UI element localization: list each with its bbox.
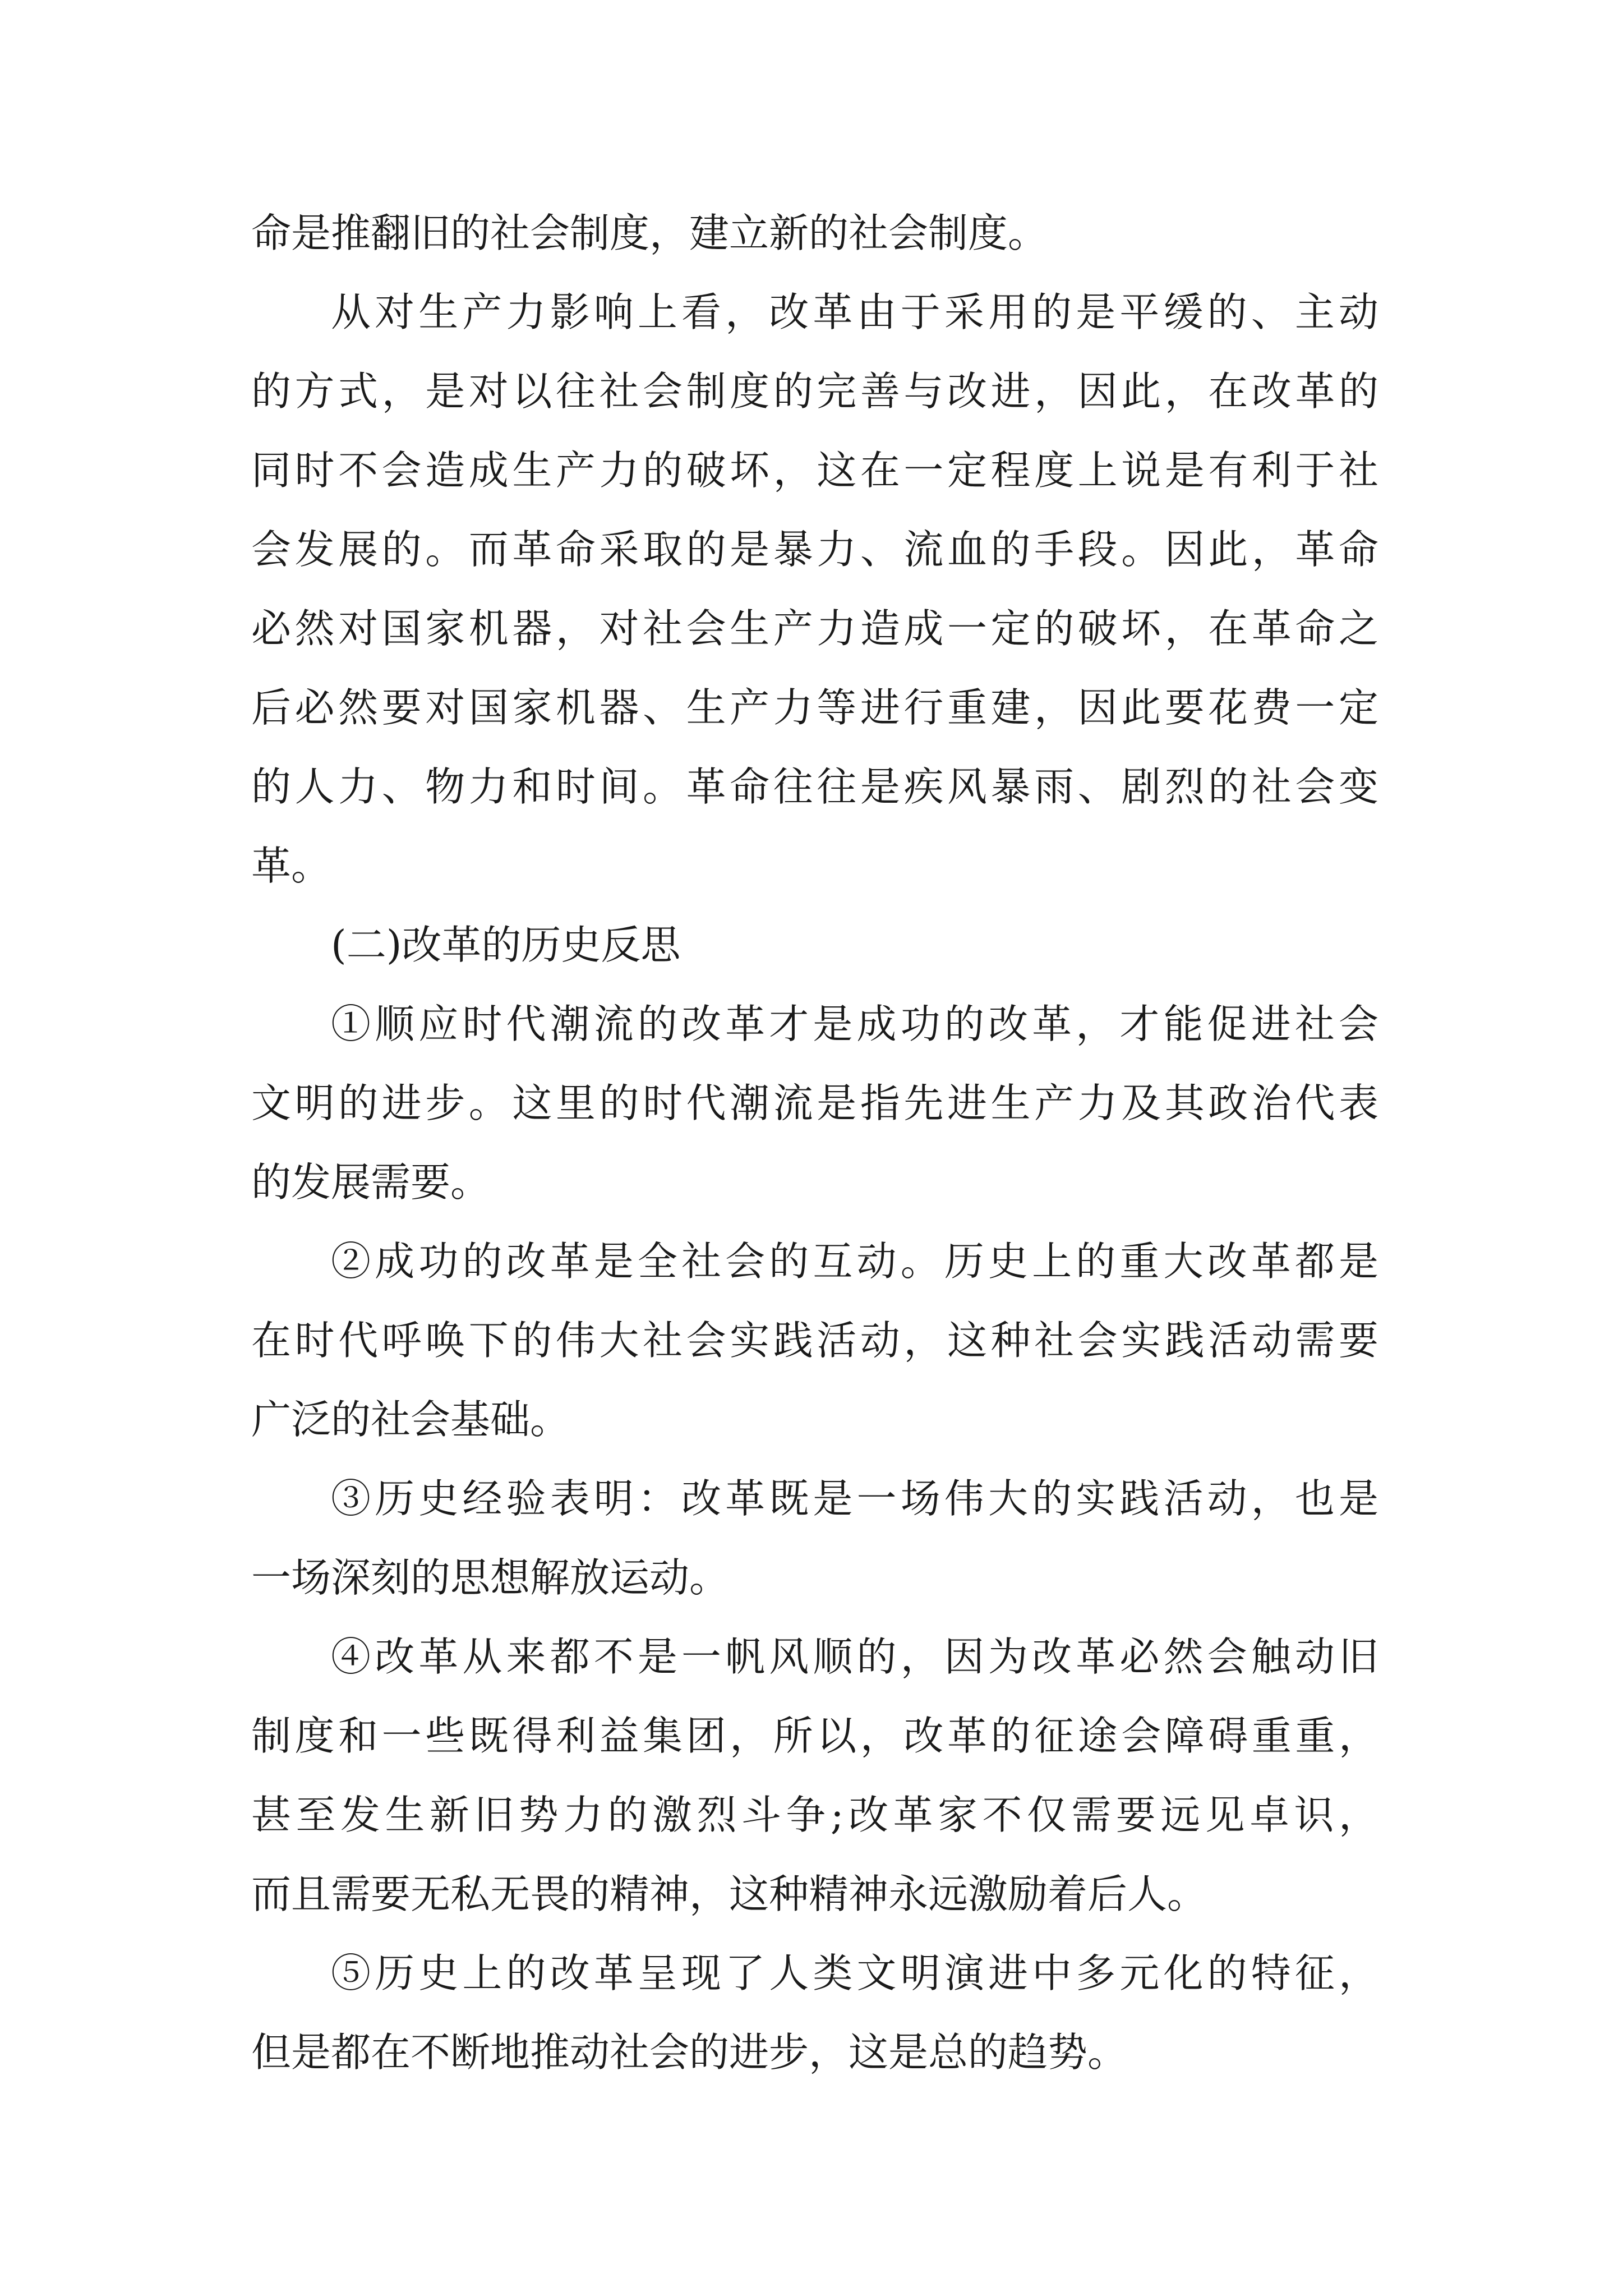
text-line: ⑤历史上的改革呈现了人类文明演进中多元化的特征， [331, 1950, 1378, 1996]
text-line: 在时代呼唤下的伟大社会实践活动，这种社会实践活动需要 [251, 1317, 1378, 1364]
text-line: 的方式，是对以往社会制度的完善与改进，因此，在改革的 [251, 368, 1378, 415]
text-line: 革。 [251, 843, 331, 889]
text-line: 同时不会造成生产力的破坏，这在一定程度上说是有利于社 [251, 447, 1378, 494]
body-text [251, 194, 1378, 2092]
text-line: 一场深刻的思想解放运动。 [251, 1554, 730, 1601]
text-line: 的发展需要。 [251, 1159, 491, 1205]
text-line: 制度和一些既得利益集团，所以，改革的征途会障碍重重， [251, 1713, 1378, 1759]
text-line: ②成功的改革是全社会的互动。历史上的重大改革都是 [331, 1238, 1378, 1285]
text-line: 但是都在不断地推动社会的进步，这是总的趋势。 [251, 2029, 1128, 2076]
text-line: ③历史经验表明：改革既是一场伟大的实践活动，也是 [331, 1475, 1378, 1522]
text-line: 广泛的社会基础。 [251, 1396, 570, 1443]
text-line: 的人力、物力和时间。革命往往是疾风暴雨、剧烈的社会变 [251, 763, 1378, 810]
text-line: 命是推翻旧的社会制度，建立新的社会制度。 [251, 210, 1048, 256]
text-line: 文明的进步。这里的时代潮流是指先进生产力及其政治代表 [251, 1080, 1378, 1126]
text-line: 而且需要无私无畏的精神，这种精神永远激励着后人。 [251, 1871, 1207, 1917]
text-line: 甚至发生新旧势力的激烈斗争;改革家不仅需要远见卓识， [251, 1792, 1378, 1838]
text-line: 必然对国家机器，对社会生产力造成一定的破坏，在革命之 [251, 605, 1378, 652]
text-line: 从对生产力影响上看，改革由于采用的是平缓的、主动 [331, 289, 1378, 335]
text-line: 会发展的。而革命采取的是暴力、流血的手段。因此，革命 [251, 526, 1378, 573]
text-line: ①顺应时代潮流的改革才是成功的改革，才能促进社会 [331, 1001, 1378, 1047]
text-line: ④改革从来都不是一帆风顺的，因为改革必然会触动旧 [331, 1634, 1378, 1680]
section-heading: (二)改革的历史反思 [331, 922, 681, 968]
text-line: 后必然要对国家机器、生产力等进行重建，因此要花费一定 [251, 684, 1378, 731]
